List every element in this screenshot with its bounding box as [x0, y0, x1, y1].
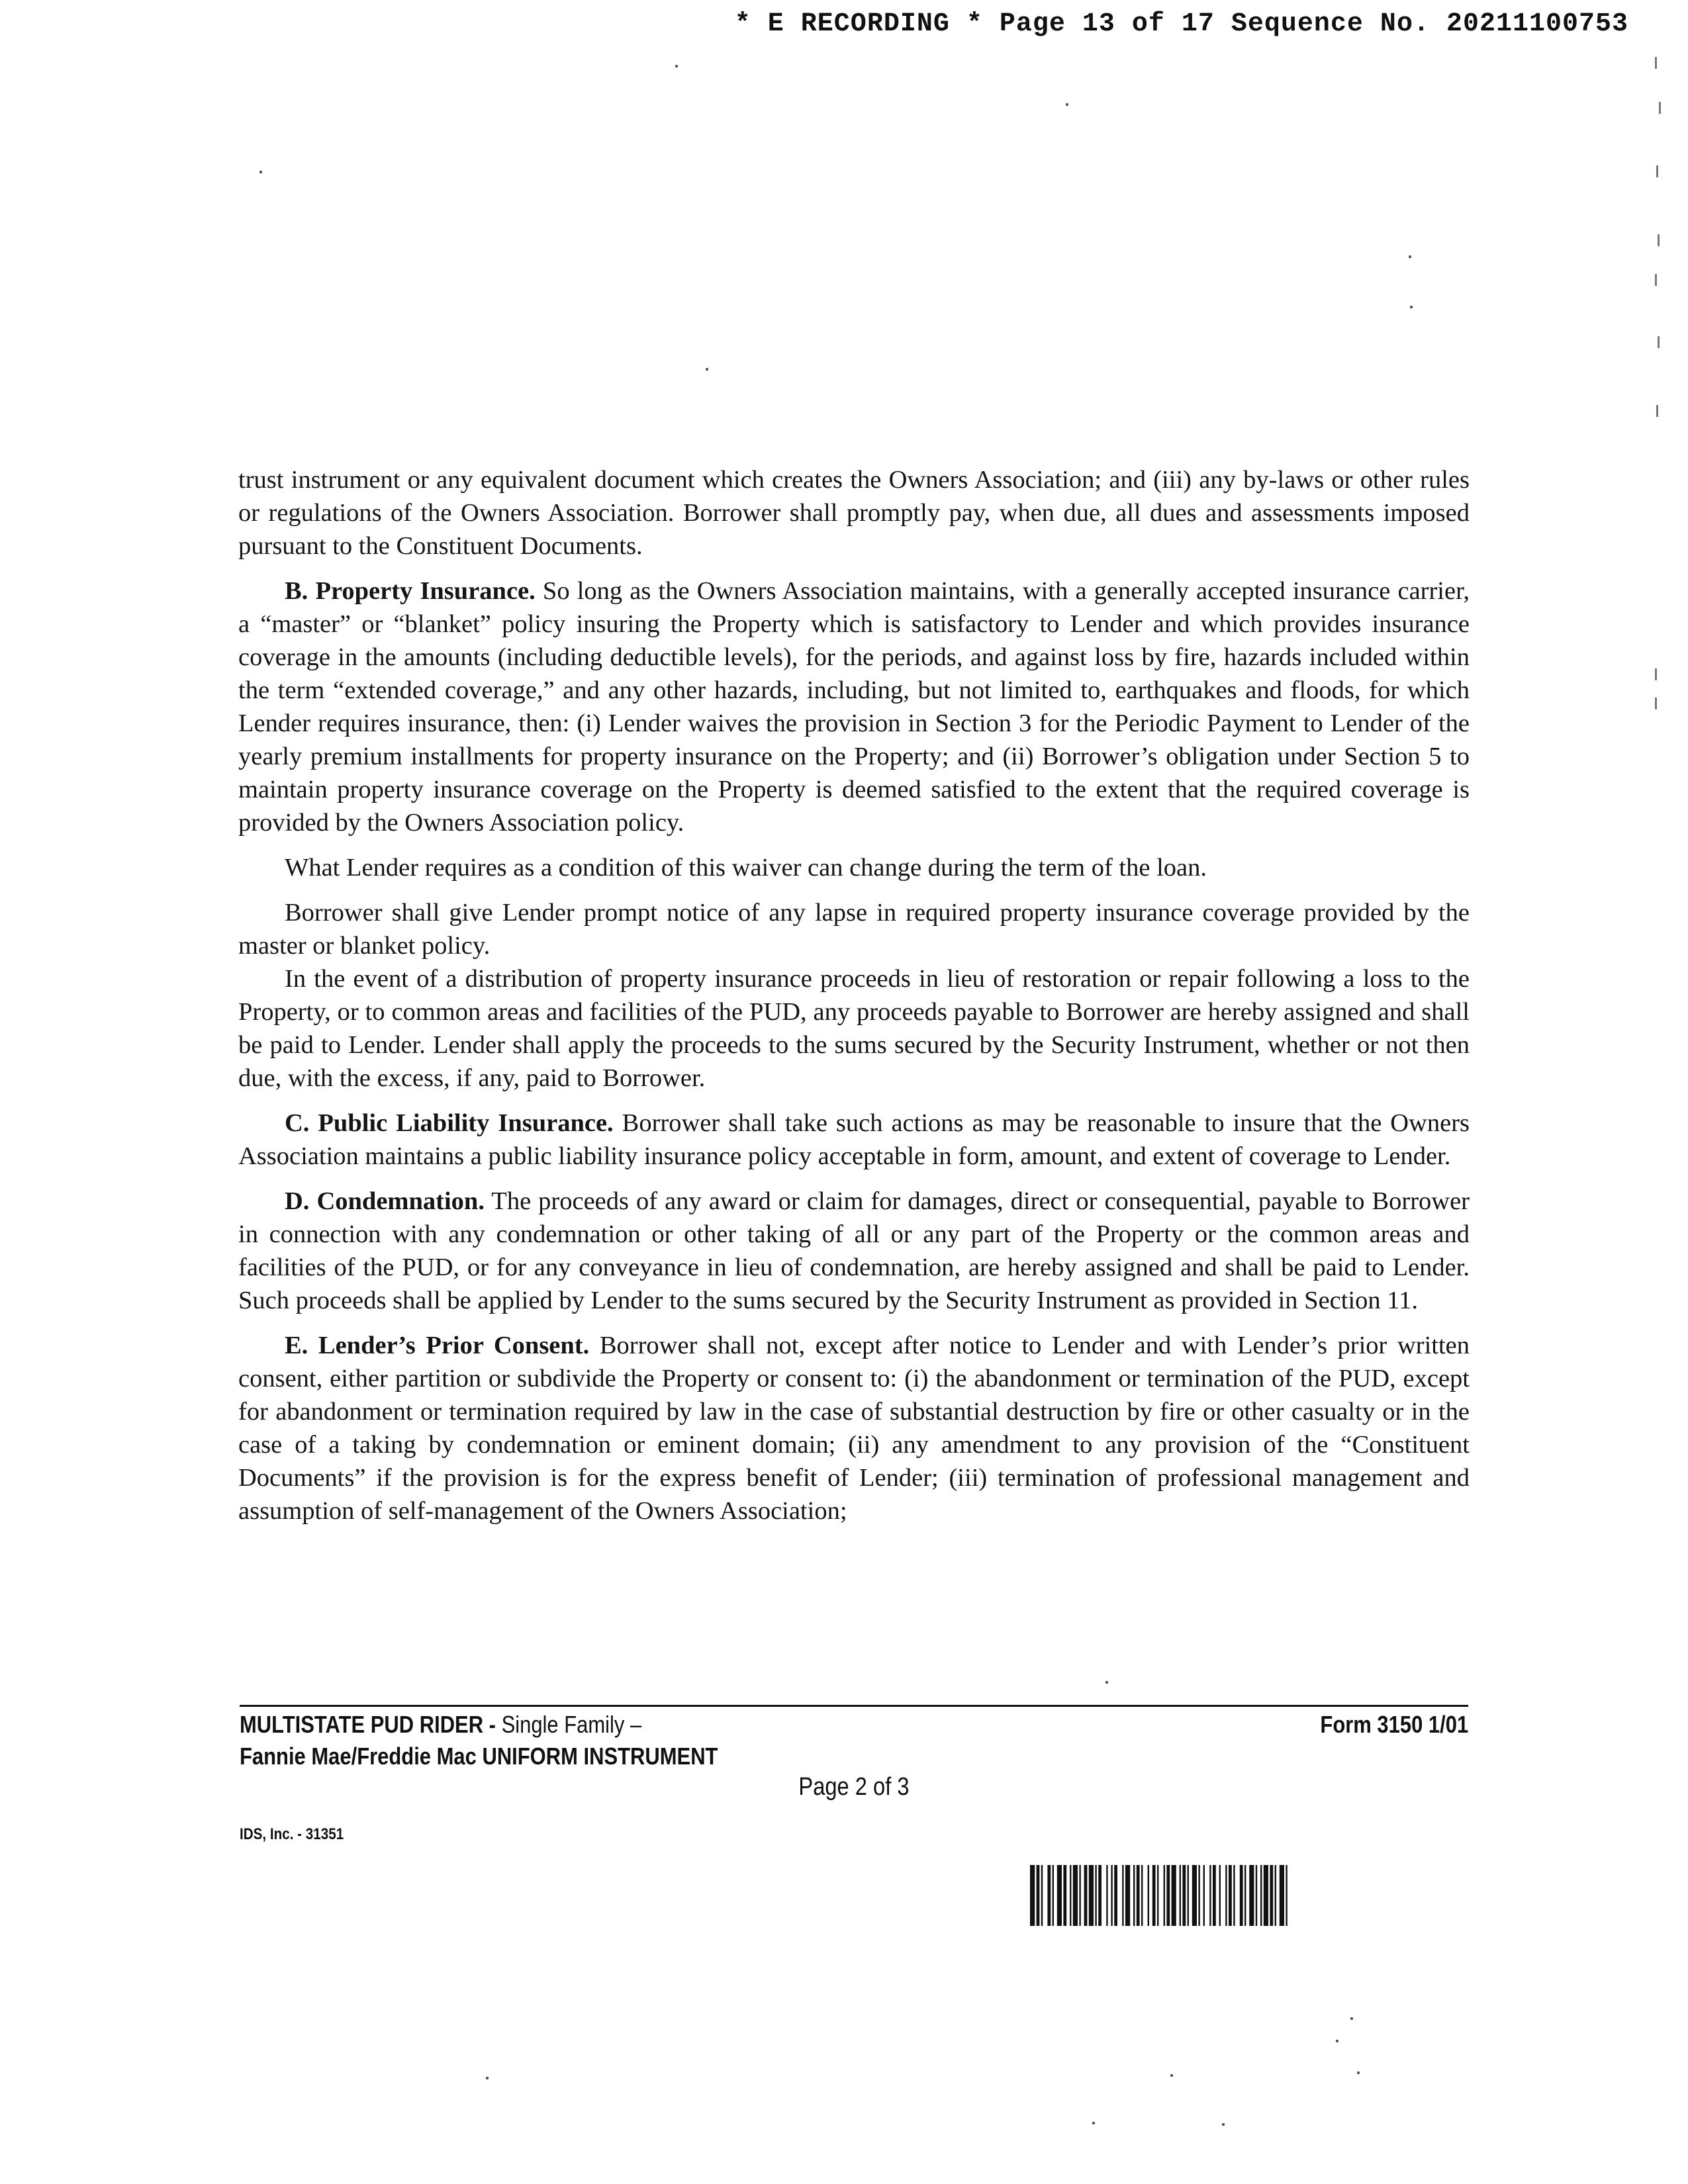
vendor-code: IDS, Inc. - 31351: [240, 1825, 344, 1843]
page-number: Page 2 of 3: [798, 1773, 910, 1801]
scan-speck: [1222, 2123, 1225, 2126]
section-d-text: The proceeds of any award or claim for damages, direct or consequential, payable to Borrower in connection with any condemnation or other taking of all or any part of the Property or the common areas and facilities of the PUD, or for any conveyance in lieu of condemnation, are hereby assigned and shall be paid to Lender. Such proceeds shall be applied by Lender to the sums secured by the Security Instrument as provided in Section 11.: [238, 1187, 1470, 1314]
uniform-instrument-label: Fannie Mae/Freddie Mac UNIFORM INSTRUMENT: [240, 1743, 718, 1770]
scan-speck: [1350, 2017, 1353, 2020]
section-b-property-insurance: [238, 574, 1470, 839]
paragraph-lapse-notice: Borrower shall give Lender prompt notice of any lapse in required property insurance coverage provided by the master or blanket policy.: [238, 899, 1470, 960]
footer-form-title: [240, 1709, 866, 1772]
scan-edge-mark: [1658, 234, 1660, 246]
scan-edge-mark: [1655, 57, 1657, 69]
scan-edge-mark: [1656, 165, 1658, 177]
section-e-text: Borrower shall not, except after notice to Lender and with Lender’s prior written consent, either partition or subdivide the Property or consent to: (i) the abandonment or termination of the PUD, except for abandonment or termination required by law in the case of substantial destruction by fire or other casualty or in the case of a taking by condemnation or eminent domain; (ii) any amendment to any provision of the “Constituent Documents” if the provision is for the express benefit of Lender; (iii) termination of professional management and assumption of self-management of the Owners Association;: [238, 1332, 1470, 1525]
scan-edge-mark: [1655, 274, 1657, 286]
scan-speck: [1170, 2074, 1173, 2077]
scan-speck: [1409, 255, 1411, 258]
section-c-text: Borrower shall take such actions as may be reasonable to insure that the Owners Association maintains a public liability insurance policy acceptable in form, amount, and extent of coverage to Lender.: [238, 1109, 1470, 1170]
section-c-heading: C. Public Liability Insurance.: [285, 1109, 614, 1137]
section-d-heading: D. Condemnation.: [285, 1187, 485, 1215]
section-d-condemnation: [238, 1185, 1470, 1317]
scan-edge-mark: [1655, 668, 1657, 680]
rider-title-line: [240, 1709, 866, 1741]
section-c-public-liability: [238, 1107, 1470, 1173]
rider-separator: -: [483, 1711, 502, 1738]
scan-speck: [259, 171, 262, 173]
scan-speck: [1410, 306, 1413, 308]
scan-speck: [706, 368, 708, 371]
scan-edge-mark: [1655, 698, 1657, 709]
recording-stamp: * E RECORDING * Page 13 of 17 Sequence No. 20211100753: [734, 9, 1628, 39]
section-b-heading: B. Property Insurance.: [285, 577, 536, 605]
scan-edge-mark: [1659, 102, 1661, 114]
footer-rule: [240, 1705, 1468, 1707]
paragraph-distribution: In the event of a distribution of property insurance proceeds in lieu of restoration or repair following a loss to the Property, or to common areas and facilities of the PUD, any proceeds payable to Borrower are hereby assigned and shall be paid to Lender. Lender shall apply the proceeds to the sums secured by the Security Instrument, whether or not then due, with the excess, if any, paid to Borrower.: [238, 965, 1470, 1092]
scan-edge-mark: [1656, 405, 1658, 417]
rider-title: MULTISTATE PUD RIDER: [240, 1711, 484, 1738]
section-b-text: So long as the Owners Association maintains, with a generally accepted insurance carrier, a “master” or “blanket” policy insuring the Property which is satisfactory to Lender and which provides insurance coverage in the amounts (including deductible levels), for the periods, and against loss by fire, hazards included within the term “extended coverage,” and any other hazards, including, but not limited to, earthquakes and floods, for which Lender requires insurance, then: (i) Lender waives the provision in Section 3 for the Periodic Payment to Lender of the yearly premium installments for property insurance on the Property; and (ii) Borrower’s obligation under Section 5 to maintain property insurance coverage on the Property is deemed satisfied to the extent that the required coverage is provided by the Owners Association policy.: [238, 577, 1470, 837]
scan-speck: [1336, 2040, 1338, 2042]
scan-speck: [1092, 2122, 1095, 2124]
rider-subtitle: Single Family –: [501, 1711, 642, 1738]
document-body: [238, 463, 1470, 1527]
scan-speck: [1105, 1681, 1108, 1684]
scan-speck: [1066, 103, 1068, 106]
form-number: Form 3150 1/01: [1320, 1711, 1468, 1738]
section-e-heading: E. Lender’s Prior Consent.: [285, 1332, 590, 1359]
section-e-prior-consent: [238, 1329, 1470, 1527]
scan-speck: [1357, 2071, 1360, 2074]
paragraph-waiver: What Lender requires as a condition of this waiver can change during the term of the loan.: [285, 854, 1207, 882]
paragraph-continuation: trust instrument or any equivalent document which creates the Owners Association; and (iii) any by-laws or other rules or regulations of the Owners Association. Borrower shall promptly pay, when due, all dues and assessments imposed pursuant to the Constituent Documents.: [238, 466, 1470, 560]
scan-speck: [486, 2077, 489, 2079]
scan-speck: [675, 65, 678, 68]
scan-edge-mark: [1658, 336, 1660, 348]
barcode-image: [1030, 1865, 1470, 1926]
